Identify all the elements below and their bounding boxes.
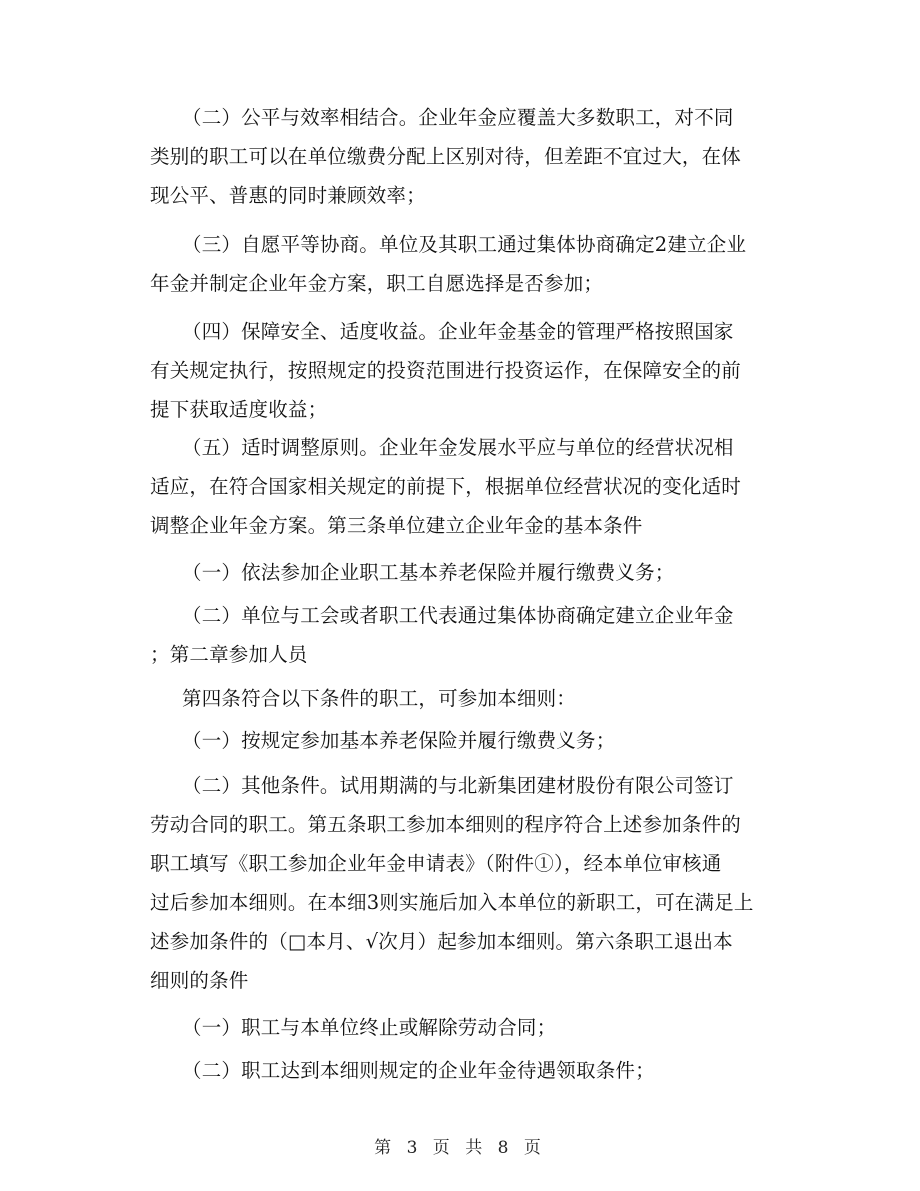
text-line: （二）职工达到本细则规定的企业年金待遇领取条件； bbox=[182, 1059, 655, 1082]
text-line: 第四条符合以下条件的职工，可参加本细则： bbox=[182, 687, 577, 710]
text-line: 职工填写《职工参加企业年金申请表》（附件①），经本单位审核通 bbox=[150, 852, 722, 875]
text-line: （五）适时调整原则。企业年金发展水平应与单位的经营状况相 bbox=[182, 436, 734, 459]
text-line: 述参加条件的（□本月、√次月）起参加本细则。第六条职工退出本 bbox=[150, 930, 733, 953]
text-line: （二）单位与工会或者职工代表通过集体协商确定建立企业年金 bbox=[182, 604, 734, 627]
text-line: 类别的职工可以在单位缴费分配上区别对待，但差距不宜过大，在体 bbox=[150, 145, 742, 168]
page-number-footer: 第 3 页 共 8 页 bbox=[374, 1138, 546, 1158]
text-line: （四）保障安全、适度收益。企业年金基金的管理严格按照国家 bbox=[182, 320, 734, 343]
text-line: （二）公平与效率相结合。企业年金应覆盖大多数职工，对不同 bbox=[182, 106, 734, 129]
text-line: 现公平、普惠的同时兼顾效率； bbox=[150, 184, 426, 207]
text-line: （三）自愿平等协商。单位及其职工通过集体协商确定2建立企业 bbox=[182, 233, 747, 256]
text-line: 提下获取适度收益； bbox=[150, 398, 328, 421]
text-line: （一）按规定参加基本养老保险并履行缴费义务； bbox=[182, 729, 616, 752]
text-line: 过后参加本细则。在本细3则实施后加入本单位的新职工，可在满足上 bbox=[150, 891, 754, 914]
text-line: （二）其他条件。试用期满的与北新集团建材股份有限公司签订 bbox=[182, 774, 734, 797]
text-line: （一）依法参加企业职工基本养老保险并履行缴费义务； bbox=[182, 561, 675, 584]
text-line: 劳动合同的职工。第五条职工参加本细则的程序符合上述参加条件的 bbox=[150, 813, 742, 836]
text-line: 有关规定执行，按照规定的投资范围进行投资运作，在保障安全的前 bbox=[150, 359, 742, 382]
text-line: 适应，在符合国家相关规定的前提下，根据单位经营状况的变化适时 bbox=[150, 475, 742, 498]
text-line: （一）职工与本单位终止或解除劳动合同； bbox=[182, 1016, 557, 1039]
text-line: 细则的条件 bbox=[150, 969, 249, 992]
text-line: 年金并制定企业年金方案，职工自愿选择是否参加； bbox=[150, 272, 604, 295]
text-line: 调整企业年金方案。第三条单位建立企业年金的基本条件 bbox=[150, 514, 643, 537]
text-line: ；第二章参加人员 bbox=[150, 643, 308, 666]
